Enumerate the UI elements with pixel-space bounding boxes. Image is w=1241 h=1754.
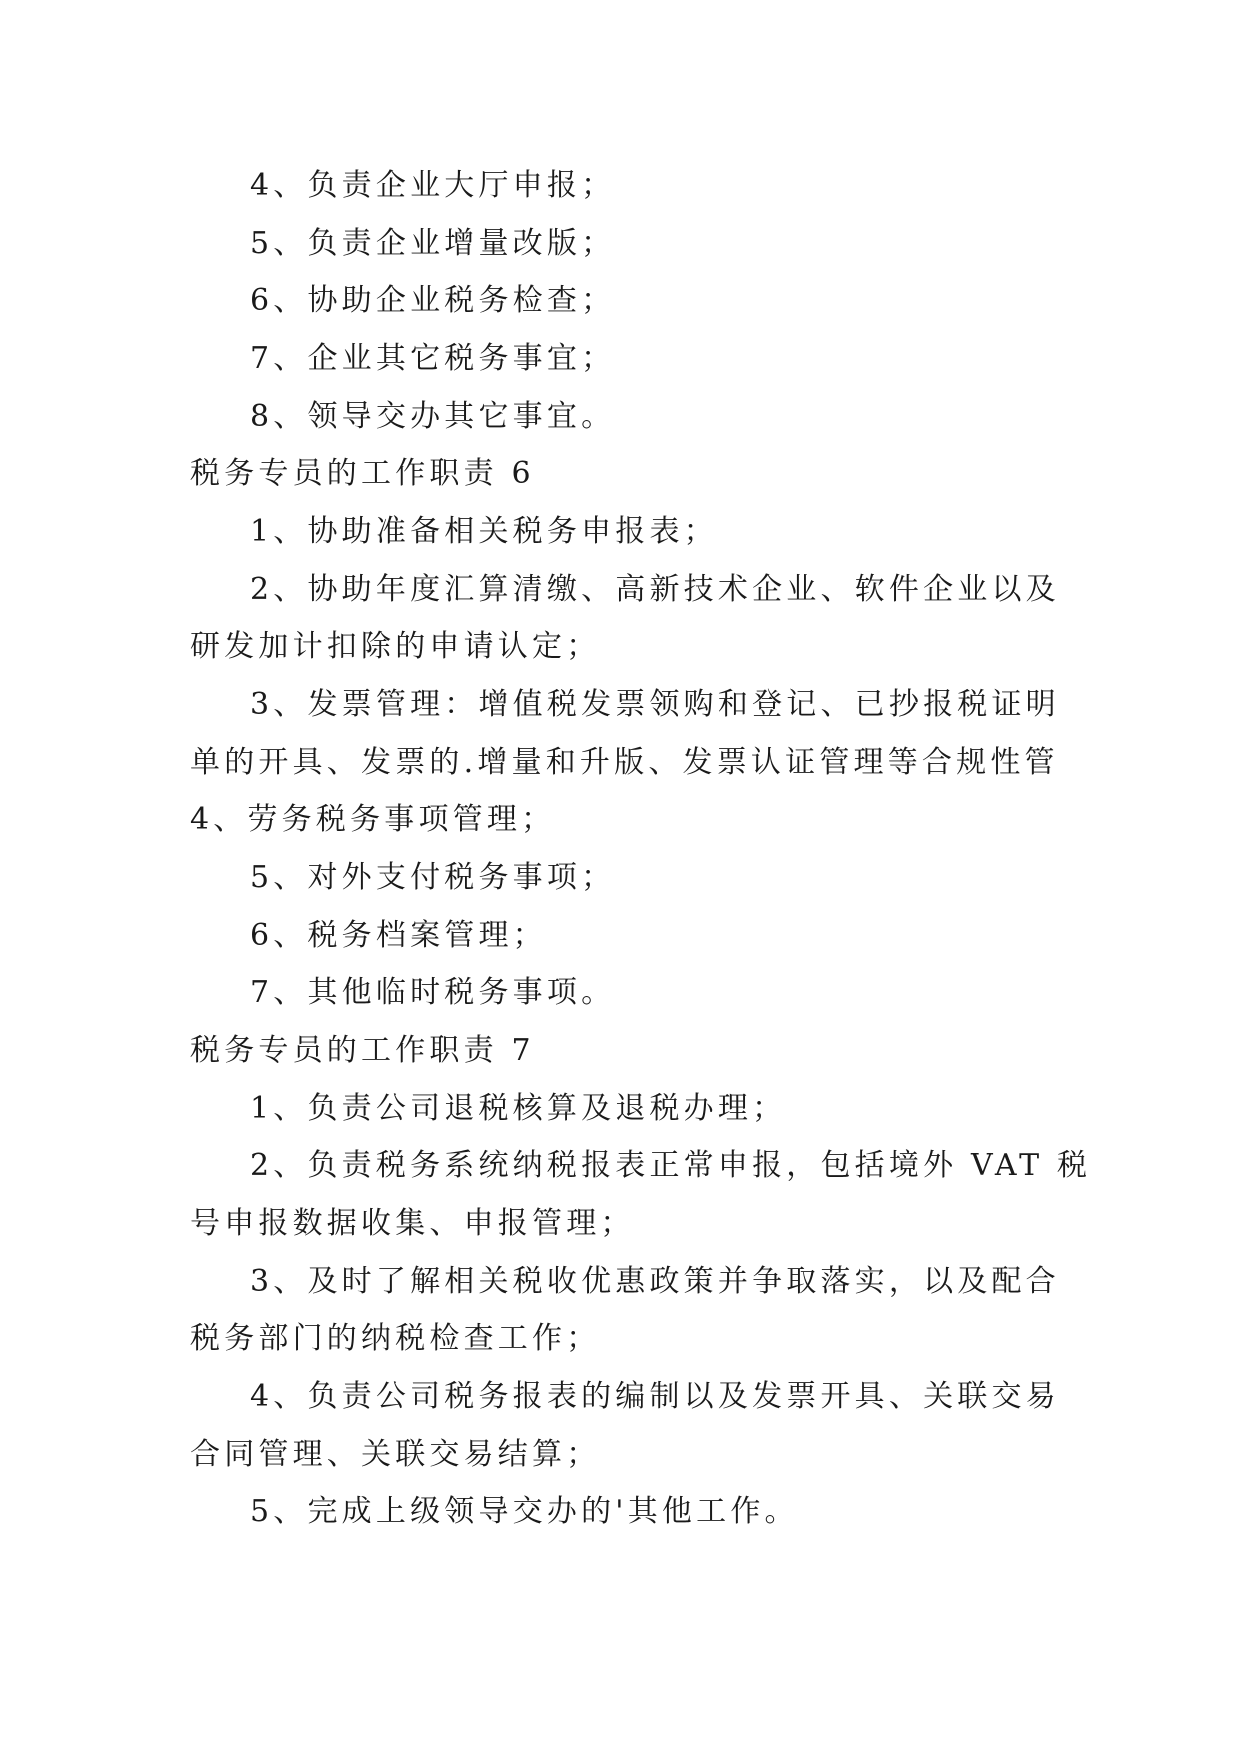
section-heading: 税务专员的工作职责 6 <box>190 456 535 491</box>
list-item: 5、负责企业增量改版； <box>250 226 616 261</box>
list-item: 8、领导交办其它事宜。 <box>250 399 616 434</box>
list-item-continuation: 号申报数据收集、申报管理； <box>190 1206 635 1241</box>
list-item: 4、负责公司税务报表的编制以及发票开具、关联交易 <box>250 1379 1060 1414</box>
list-item: 2、协助年度汇算清缴、高新技术企业、软件企业以及 <box>250 572 1060 607</box>
list-item: 7、其他临时税务事项。 <box>250 975 616 1010</box>
list-item: 7、企业其它税务事宜； <box>250 341 616 376</box>
list-item: 6、协助企业税务检查； <box>250 283 616 318</box>
list-item: 6、税务档案管理； <box>250 918 547 953</box>
list-item-continuation: 单的开具、发票的.增量和升版、发票认证管理等合规性管 <box>190 745 1059 780</box>
list-item: 5、对外支付税务事项； <box>250 860 616 895</box>
list-item: 2、负责税务系统纳税报表正常申报，包括境外 VAT 税 <box>250 1148 1092 1183</box>
list-item-continuation: 合同管理、关联交易结算； <box>190 1437 601 1472</box>
section-heading: 税务专员的工作职责 7 <box>190 1033 535 1068</box>
list-item: 1、负责公司退税核算及退税办理； <box>250 1091 787 1126</box>
list-item-continuation: 研发加计扣除的申请认定； <box>190 629 601 664</box>
list-item-continuation: 税务部门的纳税检查工作； <box>190 1321 601 1356</box>
list-item: 3、发票管理：增值税发票领购和登记、已抄报税证明 <box>250 687 1060 722</box>
list-item: 4、负责企业大厅申报； <box>250 168 616 203</box>
list-item: 1、协助准备相关税务申报表； <box>250 514 718 549</box>
list-item: 5、完成上级领导交办的'其他工作。 <box>250 1494 799 1529</box>
list-item: 4、劳务税务事项管理； <box>190 802 556 837</box>
list-item: 3、及时了解相关税收优惠政策并争取落实，以及配合 <box>250 1264 1060 1299</box>
